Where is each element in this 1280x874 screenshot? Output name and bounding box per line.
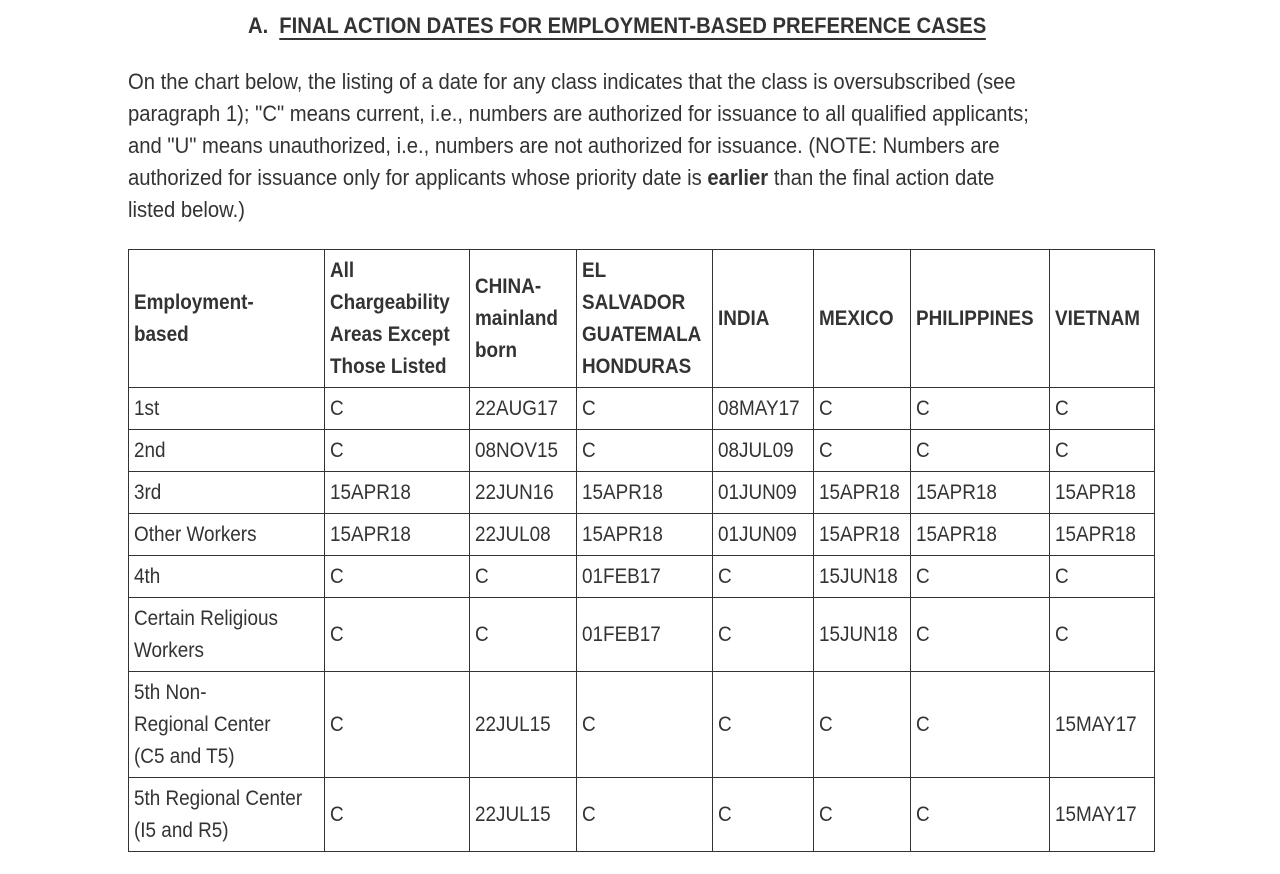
row-label-line: 2nd <box>134 438 166 462</box>
column-header <box>911 250 1050 388</box>
row-label-text <box>134 477 161 509</box>
cell-value: 22JUL08 <box>475 522 551 546</box>
table-cell <box>814 472 911 514</box>
cell-value: C <box>718 802 732 826</box>
table-cell <box>814 388 911 430</box>
table-cell <box>713 388 814 430</box>
cell-value: 22JUL15 <box>475 712 551 736</box>
section-heading <box>248 10 986 42</box>
header-line: HONDURAS <box>582 354 692 378</box>
table-cell <box>1050 598 1155 672</box>
cell-value: 15JUN18 <box>819 564 898 588</box>
cell-value: C <box>1055 622 1069 646</box>
table-cell <box>814 556 911 598</box>
table-cell <box>911 556 1050 598</box>
row-label-line: Certain Religious <box>134 606 278 630</box>
row-label <box>129 556 325 598</box>
header-line: INDIA <box>718 306 770 330</box>
table-cell <box>713 430 814 472</box>
cell-value: C <box>916 622 930 646</box>
cell-value: 15APR18 <box>330 480 411 504</box>
table-cell <box>814 598 911 672</box>
table-cell <box>911 388 1050 430</box>
cell-value: C <box>475 564 489 588</box>
table-row <box>129 472 1155 514</box>
cell-value: C <box>582 396 596 420</box>
header-line: EL <box>582 258 607 282</box>
row-label <box>129 672 325 778</box>
header-line: Areas Except <box>330 322 450 346</box>
cell-value: C <box>582 802 596 826</box>
table-cell <box>470 430 577 472</box>
cell-value: C <box>1055 564 1069 588</box>
table-row <box>129 556 1155 598</box>
table-cell <box>577 598 713 672</box>
table-cell <box>325 472 470 514</box>
cell-value: 15APR18 <box>916 522 997 546</box>
row-label <box>129 430 325 472</box>
table-cell <box>325 430 470 472</box>
row-label-line: 3rd <box>134 480 162 504</box>
intro-line <box>128 162 1103 194</box>
row-label-line: 5th Regional Center <box>134 786 303 810</box>
cell-value: 01JUN09 <box>718 522 797 546</box>
row-label-line: (I5 and R5) <box>134 818 229 842</box>
row-label-line: 5th Non- <box>134 680 207 704</box>
column-header-text <box>718 303 769 335</box>
row-label-line: (C5 and T5) <box>134 744 235 768</box>
row-label <box>129 514 325 556</box>
cell-value: 15APR18 <box>1055 522 1136 546</box>
cell-value: C <box>1055 438 1069 462</box>
intro-text: authorized for issuance only for applicants whose priority date is <box>128 165 702 190</box>
table-cell <box>814 430 911 472</box>
table-body <box>129 388 1155 852</box>
intro-paragraph <box>128 66 1103 226</box>
column-header <box>1050 250 1155 388</box>
header-line: Employment- <box>134 290 254 314</box>
table-cell <box>470 514 577 556</box>
table-cell <box>325 778 470 852</box>
column-header <box>713 250 814 388</box>
row-label-line: Workers <box>134 638 205 662</box>
row-label-text <box>134 603 278 667</box>
row-label-line: 1st <box>134 396 160 420</box>
cell-value: C <box>330 802 344 826</box>
cell-value: 15APR18 <box>582 480 663 504</box>
intro-emphasis: earlier <box>707 165 769 190</box>
table-row <box>129 672 1155 778</box>
table-cell <box>1050 556 1155 598</box>
header-line: based <box>134 322 189 346</box>
cell-value: C <box>916 396 930 420</box>
table-row <box>129 388 1155 430</box>
table-cell <box>325 514 470 556</box>
column-header <box>470 250 577 388</box>
cell-value: C <box>1055 396 1069 420</box>
row-label-text <box>134 677 271 773</box>
row-label-text <box>134 783 302 847</box>
table-cell <box>325 556 470 598</box>
cell-value: C <box>819 712 833 736</box>
intro-line: and "U" means unauthorized, i.e., numbers are not authorized for issuance. (NOTE: Numbers are <box>128 133 1000 158</box>
cell-value: C <box>330 622 344 646</box>
cell-value: 22JUN16 <box>475 480 554 504</box>
cell-value: 01JUN09 <box>718 480 797 504</box>
header-line: All <box>330 258 355 282</box>
cell-value: C <box>582 438 596 462</box>
column-header <box>325 250 470 388</box>
cell-value: C <box>916 438 930 462</box>
cell-value: C <box>916 564 930 588</box>
table-row <box>129 778 1155 852</box>
header-line: born <box>475 338 517 362</box>
cell-value: 08MAY17 <box>718 396 800 420</box>
cell-value: C <box>330 396 344 420</box>
cell-value: 15APR18 <box>819 480 900 504</box>
table-cell <box>1050 778 1155 852</box>
table-cell <box>814 778 911 852</box>
table-cell <box>470 472 577 514</box>
table-row <box>129 514 1155 556</box>
header-line: MEXICO <box>819 306 894 330</box>
section-number: A. <box>248 13 269 38</box>
table-cell <box>577 778 713 852</box>
column-header-text <box>916 303 1034 335</box>
table-cell <box>1050 672 1155 778</box>
cell-value: 01FEB17 <box>582 564 661 588</box>
table-cell <box>470 778 577 852</box>
cell-value: 15APR18 <box>582 522 663 546</box>
table-cell <box>325 388 470 430</box>
table-cell <box>814 672 911 778</box>
table-cell <box>325 598 470 672</box>
table-cell <box>911 514 1050 556</box>
table-cell <box>713 672 814 778</box>
cell-value: C <box>718 622 732 646</box>
table-cell <box>1050 388 1155 430</box>
cell-value: C <box>819 802 833 826</box>
table-cell <box>470 598 577 672</box>
cell-value: C <box>475 622 489 646</box>
cell-value: 08NOV15 <box>475 438 559 462</box>
column-header-text <box>582 255 701 383</box>
cell-value: 15APR18 <box>916 480 997 504</box>
cell-value: C <box>718 712 732 736</box>
cell-value: 22JUL15 <box>475 802 551 826</box>
table-cell <box>713 778 814 852</box>
table-cell <box>911 430 1050 472</box>
table-row <box>129 430 1155 472</box>
header-line: VIETNAM <box>1055 306 1141 330</box>
table-header-row <box>129 250 1155 388</box>
header-line: CHINA- <box>475 274 542 298</box>
table-cell <box>713 598 814 672</box>
cell-value: 15APR18 <box>330 522 411 546</box>
intro-line: listed below.) <box>128 197 246 222</box>
table-cell <box>814 514 911 556</box>
row-label <box>129 598 325 672</box>
row-label <box>129 388 325 430</box>
table-cell <box>713 556 814 598</box>
cell-value: C <box>330 438 344 462</box>
header-line: Those Listed <box>330 354 447 378</box>
table-cell <box>713 472 814 514</box>
table-cell <box>1050 472 1155 514</box>
header-line: GUATEMALA <box>582 322 702 346</box>
cell-value: 15MAY17 <box>1055 802 1137 826</box>
table-cell <box>577 556 713 598</box>
cell-value: C <box>718 564 732 588</box>
cell-value: 08JUL09 <box>718 438 794 462</box>
cell-value: 22AUG17 <box>475 396 559 420</box>
table-cell <box>911 472 1050 514</box>
column-header <box>129 250 325 388</box>
table-cell <box>470 556 577 598</box>
column-header <box>577 250 713 388</box>
column-header <box>814 250 911 388</box>
column-header-text <box>819 303 894 335</box>
table-cell <box>577 514 713 556</box>
cell-value: C <box>916 802 930 826</box>
row-label-line: Other Workers <box>134 522 257 546</box>
row-label-line: Regional Center <box>134 712 271 736</box>
row-label-text <box>134 519 257 551</box>
cell-value: 15JUN18 <box>819 622 898 646</box>
final-action-dates-table <box>128 249 1155 852</box>
row-label-text <box>134 561 160 593</box>
header-line: SALVADOR <box>582 290 686 314</box>
table-row <box>129 598 1155 672</box>
header-line: PHILIPPINES <box>916 306 1034 330</box>
table-cell <box>577 430 713 472</box>
cell-value: C <box>582 712 596 736</box>
table-cell <box>911 598 1050 672</box>
cell-value: C <box>330 712 344 736</box>
row-label <box>129 778 325 852</box>
intro-line: On the chart below, the listing of a date for any class indicates that the class is oversubscribed (see <box>128 69 1016 94</box>
row-label-text <box>134 393 159 425</box>
header-line: Chargeability <box>330 290 450 314</box>
section-title: FINAL ACTION DATES FOR EMPLOYMENT-BASED PREFERENCE CASES <box>279 13 987 38</box>
column-header-text <box>1055 303 1140 335</box>
row-label <box>129 472 325 514</box>
cell-value: 15APR18 <box>819 522 900 546</box>
table-cell <box>911 672 1050 778</box>
table-cell <box>470 672 577 778</box>
header-line: mainland <box>475 306 558 330</box>
intro-text: than the final action date <box>773 165 995 190</box>
cell-value: 15MAY17 <box>1055 712 1137 736</box>
column-header-text <box>134 287 254 351</box>
cell-value: C <box>330 564 344 588</box>
cell-value: C <box>819 438 833 462</box>
cell-value: C <box>819 396 833 420</box>
intro-line: paragraph 1); "C" means current, i.e., numbers are authorized for issuance to all qualified applicants; <box>128 101 1029 126</box>
column-header-text <box>330 255 450 383</box>
column-header-text <box>475 271 558 367</box>
table-cell <box>325 672 470 778</box>
table-cell <box>1050 514 1155 556</box>
table-cell <box>577 472 713 514</box>
cell-value: 01FEB17 <box>582 622 661 646</box>
table-cell <box>911 778 1050 852</box>
row-label-line: 4th <box>134 564 161 588</box>
cell-value: 15APR18 <box>1055 480 1136 504</box>
table-cell <box>470 388 577 430</box>
row-label-text <box>134 435 166 467</box>
cell-value: C <box>916 712 930 736</box>
table-cell <box>713 514 814 556</box>
table-cell <box>1050 430 1155 472</box>
table-cell <box>577 388 713 430</box>
table-cell <box>577 672 713 778</box>
